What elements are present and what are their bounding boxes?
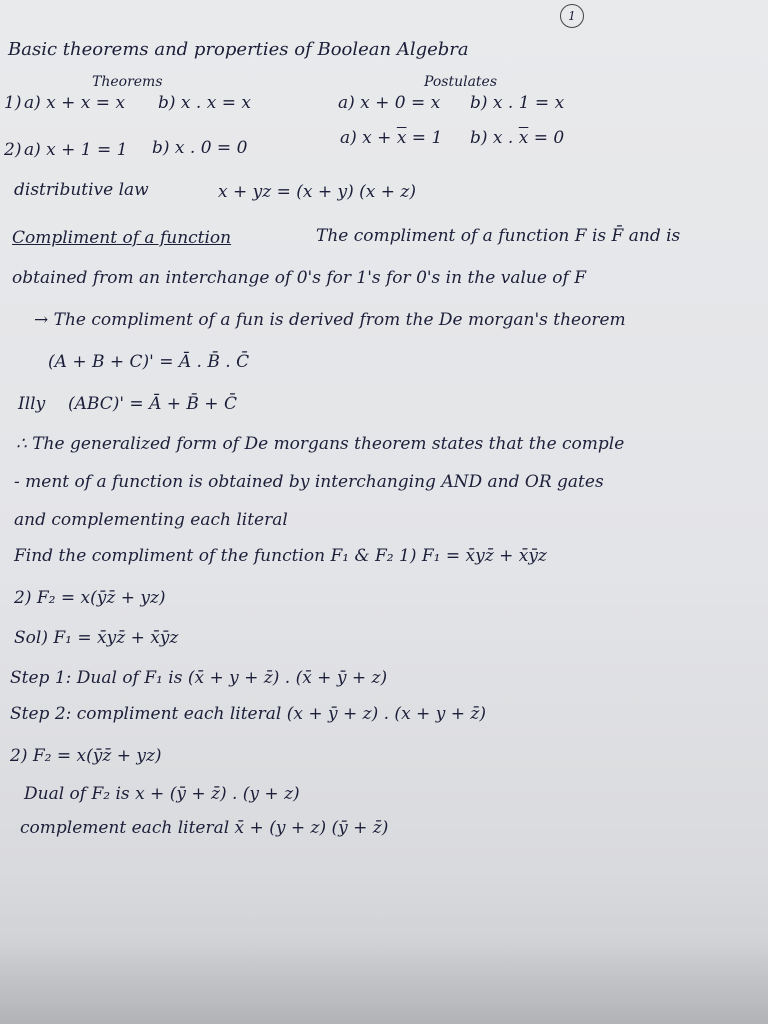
generalized-line3: and complementing each literal	[14, 510, 288, 530]
solution-complement-f2: complement each literal x̄ + (y + z) (ȳ + z̄)	[20, 818, 389, 838]
problem-line1: Find the compliment of the function F₁ & F₂ 1) F₁ = x̄yz̄ + x̄ȳz	[14, 546, 547, 566]
postulate-1b: b) x . 1 = x	[470, 93, 565, 113]
complement-line2: obtained from an interchange of 0's for 1's for 0's in the value of F	[12, 268, 587, 288]
row2-number: 2)	[4, 140, 22, 160]
complement-line1: The compliment of a function F is F̄ and is	[316, 226, 681, 246]
theorem-1b: b) x . x = x	[158, 93, 251, 113]
distributive-expr: x + yz = (x + y) (x + z)	[218, 182, 417, 202]
generalized-line1: ∴ The generalized form of De morgans theorem states that the comple	[16, 434, 625, 454]
distributive-label: distributive law	[14, 180, 149, 200]
page-title: Basic theorems and properties of Boolean Algebra	[8, 39, 469, 60]
page-number: 1	[560, 4, 584, 28]
theorem-2b: b) x . 0 = 0	[152, 138, 248, 158]
demorgan-eq2: (ABC)' = Ā + B̄ + C̄	[68, 394, 237, 414]
page-shadow	[0, 940, 768, 1024]
postulate-2a: a) $x + \overline{x} = 1$	[340, 128, 443, 148]
theorem-1a: a) x + x = x	[24, 93, 126, 113]
solution-f1: Sol) F₁ = x̄yz̄ + x̄ȳz	[14, 628, 179, 648]
postulate-1a: a) x + 0 = x	[338, 93, 441, 113]
solution-f2: 2) F₂ = x(ȳz̄ + yz)	[10, 746, 162, 766]
demorgan-eq1: (A + B + C)' = Ā . B̄ . C̄	[48, 352, 250, 372]
demorgan-eq2-prefix: Illy	[18, 394, 46, 414]
complement-heading: Compliment of a function	[12, 228, 232, 248]
solution-step2: Step 2: compliment each literal (x + ȳ + z) . (x + y + z̄)	[10, 704, 486, 724]
problem-line2: 2) F₂ = x(ȳz̄ + yz)	[14, 588, 166, 608]
postulate-2b: b) x . $\overline{x} = 0$	[470, 128, 565, 148]
complement-line3: → The compliment of a fun is derived from the De morgan's theorem	[34, 310, 626, 330]
theorem-2a: a) x + 1 = 1	[24, 140, 128, 160]
theorems-header: Theorems	[92, 74, 163, 90]
solution-step1: Step 1: Dual of F₁ is (x̄ + y + z̄) . (x̄ + ȳ + z)	[10, 668, 388, 688]
postulates-header: Postulates	[424, 74, 498, 90]
generalized-line2: - ment of a function is obtained by interchanging AND and OR gates	[14, 472, 604, 492]
solution-dual-f2: Dual of F₂ is x + (ȳ + z̄) . (y + z)	[24, 784, 300, 804]
row1-number: 1)	[4, 93, 22, 113]
